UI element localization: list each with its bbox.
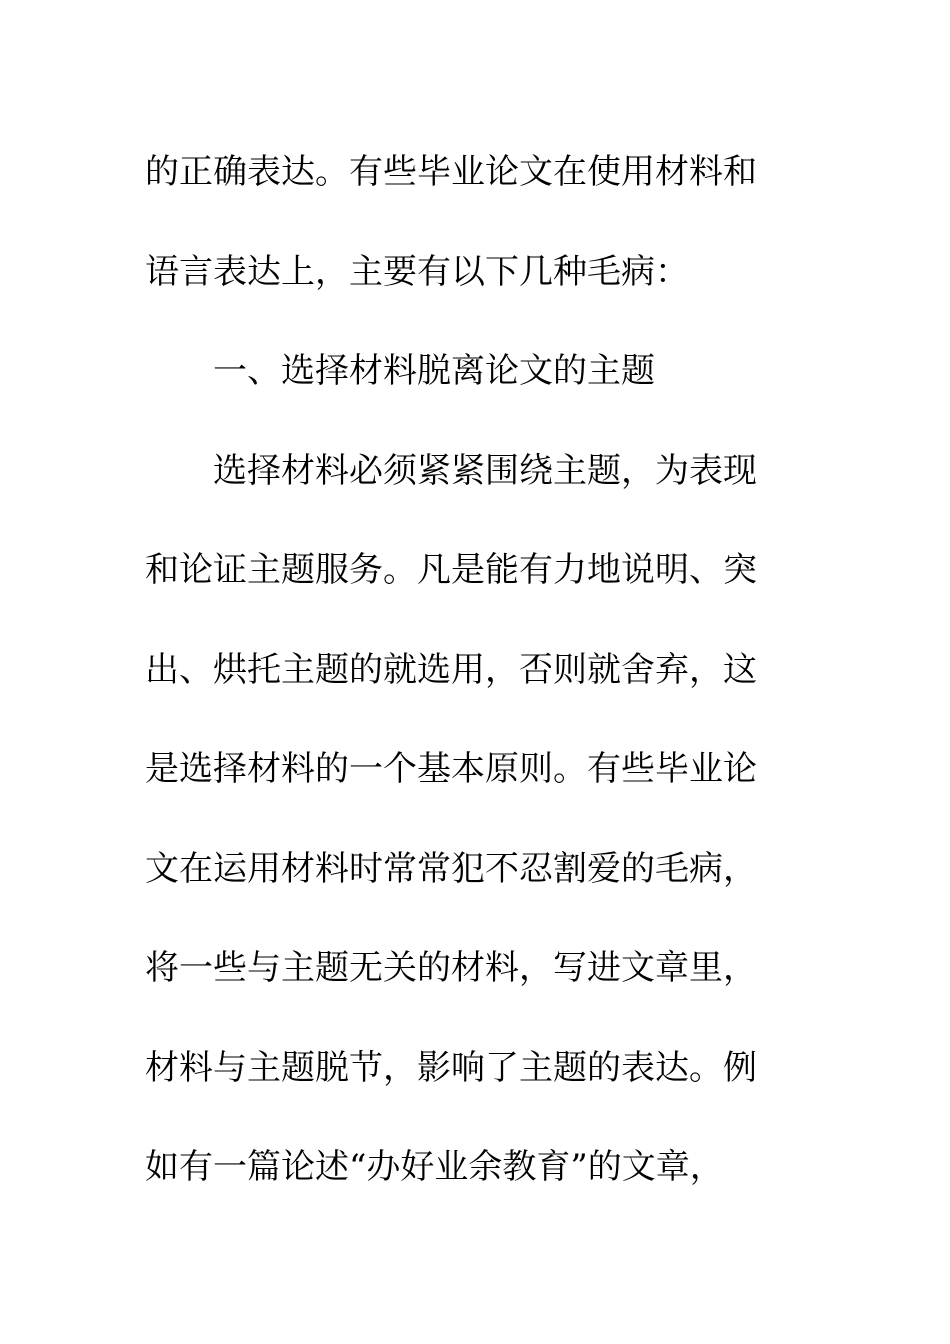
text-line: 和论证主题服务。凡是能有力地说明、突	[145, 550, 757, 590]
text-line: 文在运用材料时常常犯不忍割爱的毛病，	[145, 848, 757, 889]
text-line: 语言表达上，主要有以下几种毛病：	[145, 251, 689, 292]
text-line: 出、烘托主题的就选用，否则就舍弃，这	[145, 649, 757, 690]
paragraph-first-line: 选择材料必须紧紧围绕主题，为表现	[213, 450, 757, 491]
text-line: 将一些与主题无关的材料，写进文章里，	[145, 948, 757, 988]
text-line: 的正确表达。有些毕业论文在使用材料和	[145, 152, 757, 192]
text-line: 是选择材料的一个基本原则。有些毕业论	[145, 749, 757, 789]
body-text	[145, 123, 785, 1218]
section-heading: 一、选择材料脱离论文的主题	[213, 351, 655, 391]
text-line: 材料与主题脱节，影响了主题的表达。例	[145, 1047, 757, 1088]
text-line: 如有一篇论述“办好业余教育”的文章，	[145, 1147, 724, 1187]
